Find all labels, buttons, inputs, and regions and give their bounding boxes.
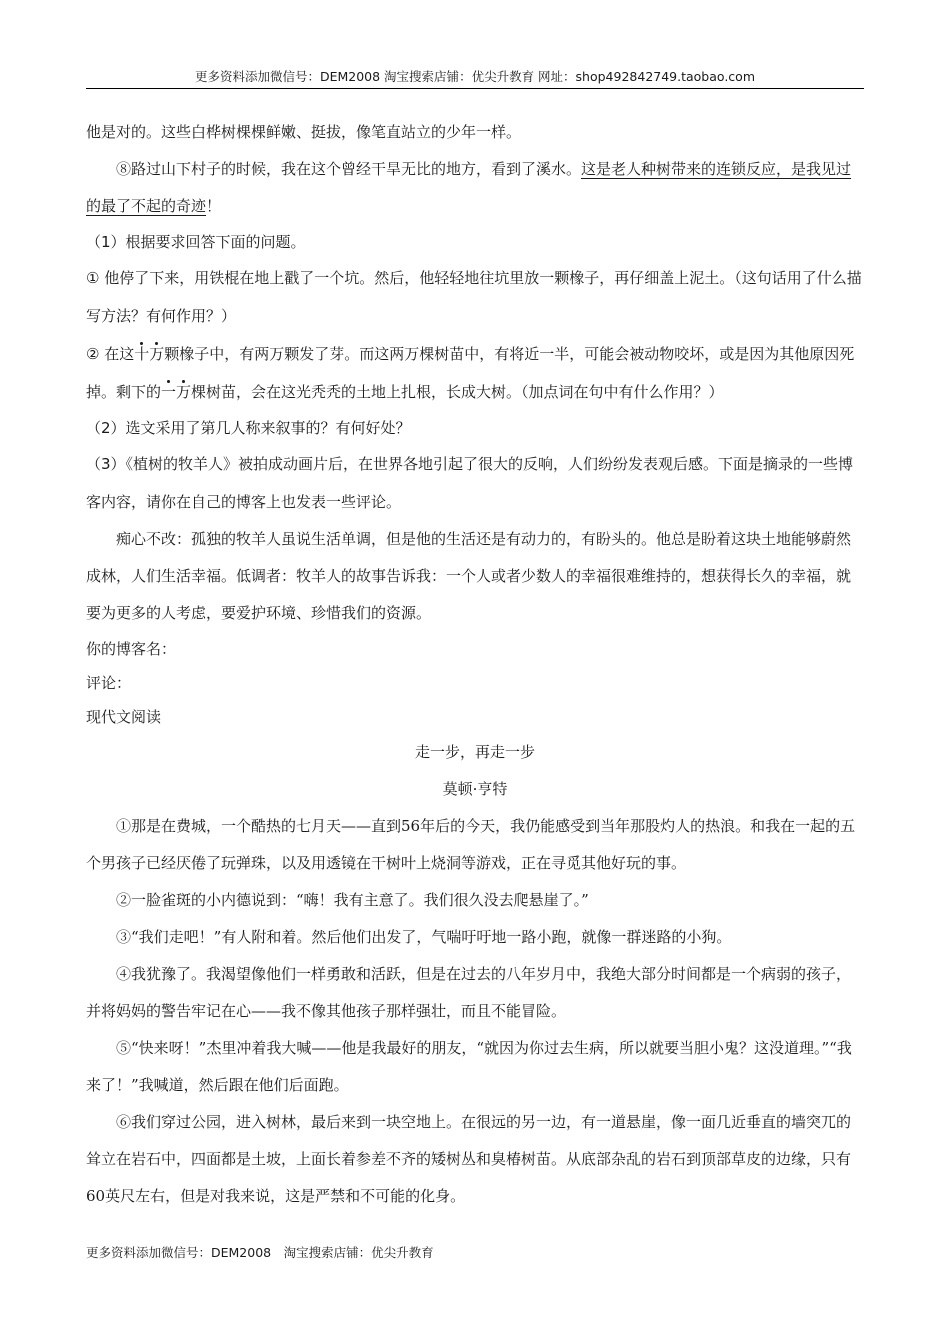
paragraph-8 [86, 151, 864, 225]
paragraph-8-text: ⑧路过山下村子的时候，我在这个曾经干旱无比的地方，看到了溪水。 [116, 160, 582, 178]
page-header: 更多资料添加微信号：DEM2008 淘宝搜索店铺：优尖升教育 网址：shop492842749.taobao.com [86, 68, 864, 89]
q1-2-text-a: ② 在这 [86, 345, 135, 363]
underlined-sentence: 这是老人种树带来的连锁反应，是我见过的最了不起的奇迹 [86, 160, 852, 215]
dotted-char: 一 [161, 383, 177, 401]
article-paragraph-4: ④我犹豫了。我渴望像他们一样勇敢和活跃，但是在过去的八年岁月中，我绝大部分时间都是一个病弱的孩子，并将妈妈的警告牢记在心——我不像其他孩子那样强壮，而且不能冒险。 [86, 965, 852, 1020]
section-heading: 现代文阅读 [86, 708, 162, 726]
q1-2-text-c: 棵树苗，会在这光秃秃的土地上扎根，长成大树。（加点词在句中有什么作用？） [191, 383, 724, 401]
article-paragraph-1: ①那是在费城，一个酷热的七月天——直到56年后的今天，我仍能感受到当年那股灼人的热浪。和我在一起的五个男孩子已经厌倦了玩弹珠，以及用透镜在干树叶上烧洞等游戏，正在寻觅其他好玩的事。 [86, 817, 856, 872]
paragraph-8-end: ！ [206, 197, 222, 215]
article-title: 走一步，再走一步 [414, 743, 535, 761]
question-1-item-2 [86, 335, 864, 411]
article-paragraph-3: ③“我们走吧！”有人附和着。然后他们出发了，气喘吁吁地一路小跑，就像一群迷路的小狗。 [116, 928, 732, 946]
article-paragraph-2: ②一脸雀斑的小内德说到：“嗨！我有主意了。我们很久没去爬悬崖了。” [116, 891, 589, 909]
comment-label: 评论： [86, 674, 132, 692]
question-3: （3）《植树的牧羊人》被拍成动画片后，在世界各地引起了很大的反响，人们纷纷发表观后感。下面是摘录的一些博客内容，请你在自己的博客上也发表一些评论。 [86, 455, 854, 511]
blog-excerpts: 痴心不改：孤独的牧羊人虽说生活单调，但是他的生活还是有动力的，有盼头的。他总是盼着这块土地能够蔚然成林，人们生活幸福。低调者：牧羊人的故事告诉我：一个人或者少数人的幸福很难维持的，想获得长久的幸福，就要为更多的人考虑，要爱护环境、珍惜我们的资源。 [86, 530, 852, 622]
dotted-char: 十 [134, 345, 150, 363]
q1-2-text-b: 颗橡子中，有两万颗发了芽。而这两万棵树苗中，有将近一半，可能会被动物咬坏，或是因为其他原因死掉。剩下的 [86, 345, 855, 401]
question-1-item-1: ① 他停了下来，用铁棍在地上戳了一个坑。然后，他轻轻地往坑里放一颗橡子，再仔细盖上泥土。（这句话用了什么描写方法？有何作用？） [86, 269, 862, 325]
blog-name-label: 你的博客名： [86, 640, 177, 658]
article-paragraph-5: ⑤“快来呀！”杰里冲着我大喊——他是我最好的朋友，“就因为你过去生病，所以就要当胆小鬼？这没道理。”“我来了！”我喊道，然后跟在他们后面跑。 [86, 1039, 852, 1094]
article-author: 莫顿·亨特 [442, 780, 508, 798]
question-2: （2）选文采用了第几人称来叙事的？有何好处？ [86, 419, 411, 437]
page-content [86, 114, 864, 1215]
dotted-char: 万 [176, 383, 192, 401]
dotted-char: 万 [149, 345, 165, 363]
page-footer: 更多资料添加微信号：DEM2008 淘宝搜索店铺：优尖升教育 [86, 1245, 434, 1260]
question-1-title: （1）根据要求回答下面的问题。 [86, 233, 306, 251]
article-paragraph-6: ⑥我们穿过公园，进入树林，最后来到一块空地上。在很远的另一边，有一道悬崖，像一面几近垂直的墙突兀的耸立在岩石中，四面都是土坡，上面长着参差不齐的矮树丛和臭椿树苗。从底部杂乱的岩石到顶部草皮的边缘，只有60英尺左右，但是对我来说，这是严禁和不可能的化身。 [86, 1113, 852, 1205]
paragraph-continuation: 他是对的。这些白桦树棵棵鲜嫩、挺拔，像笔直站立的少年一样。 [86, 123, 522, 141]
